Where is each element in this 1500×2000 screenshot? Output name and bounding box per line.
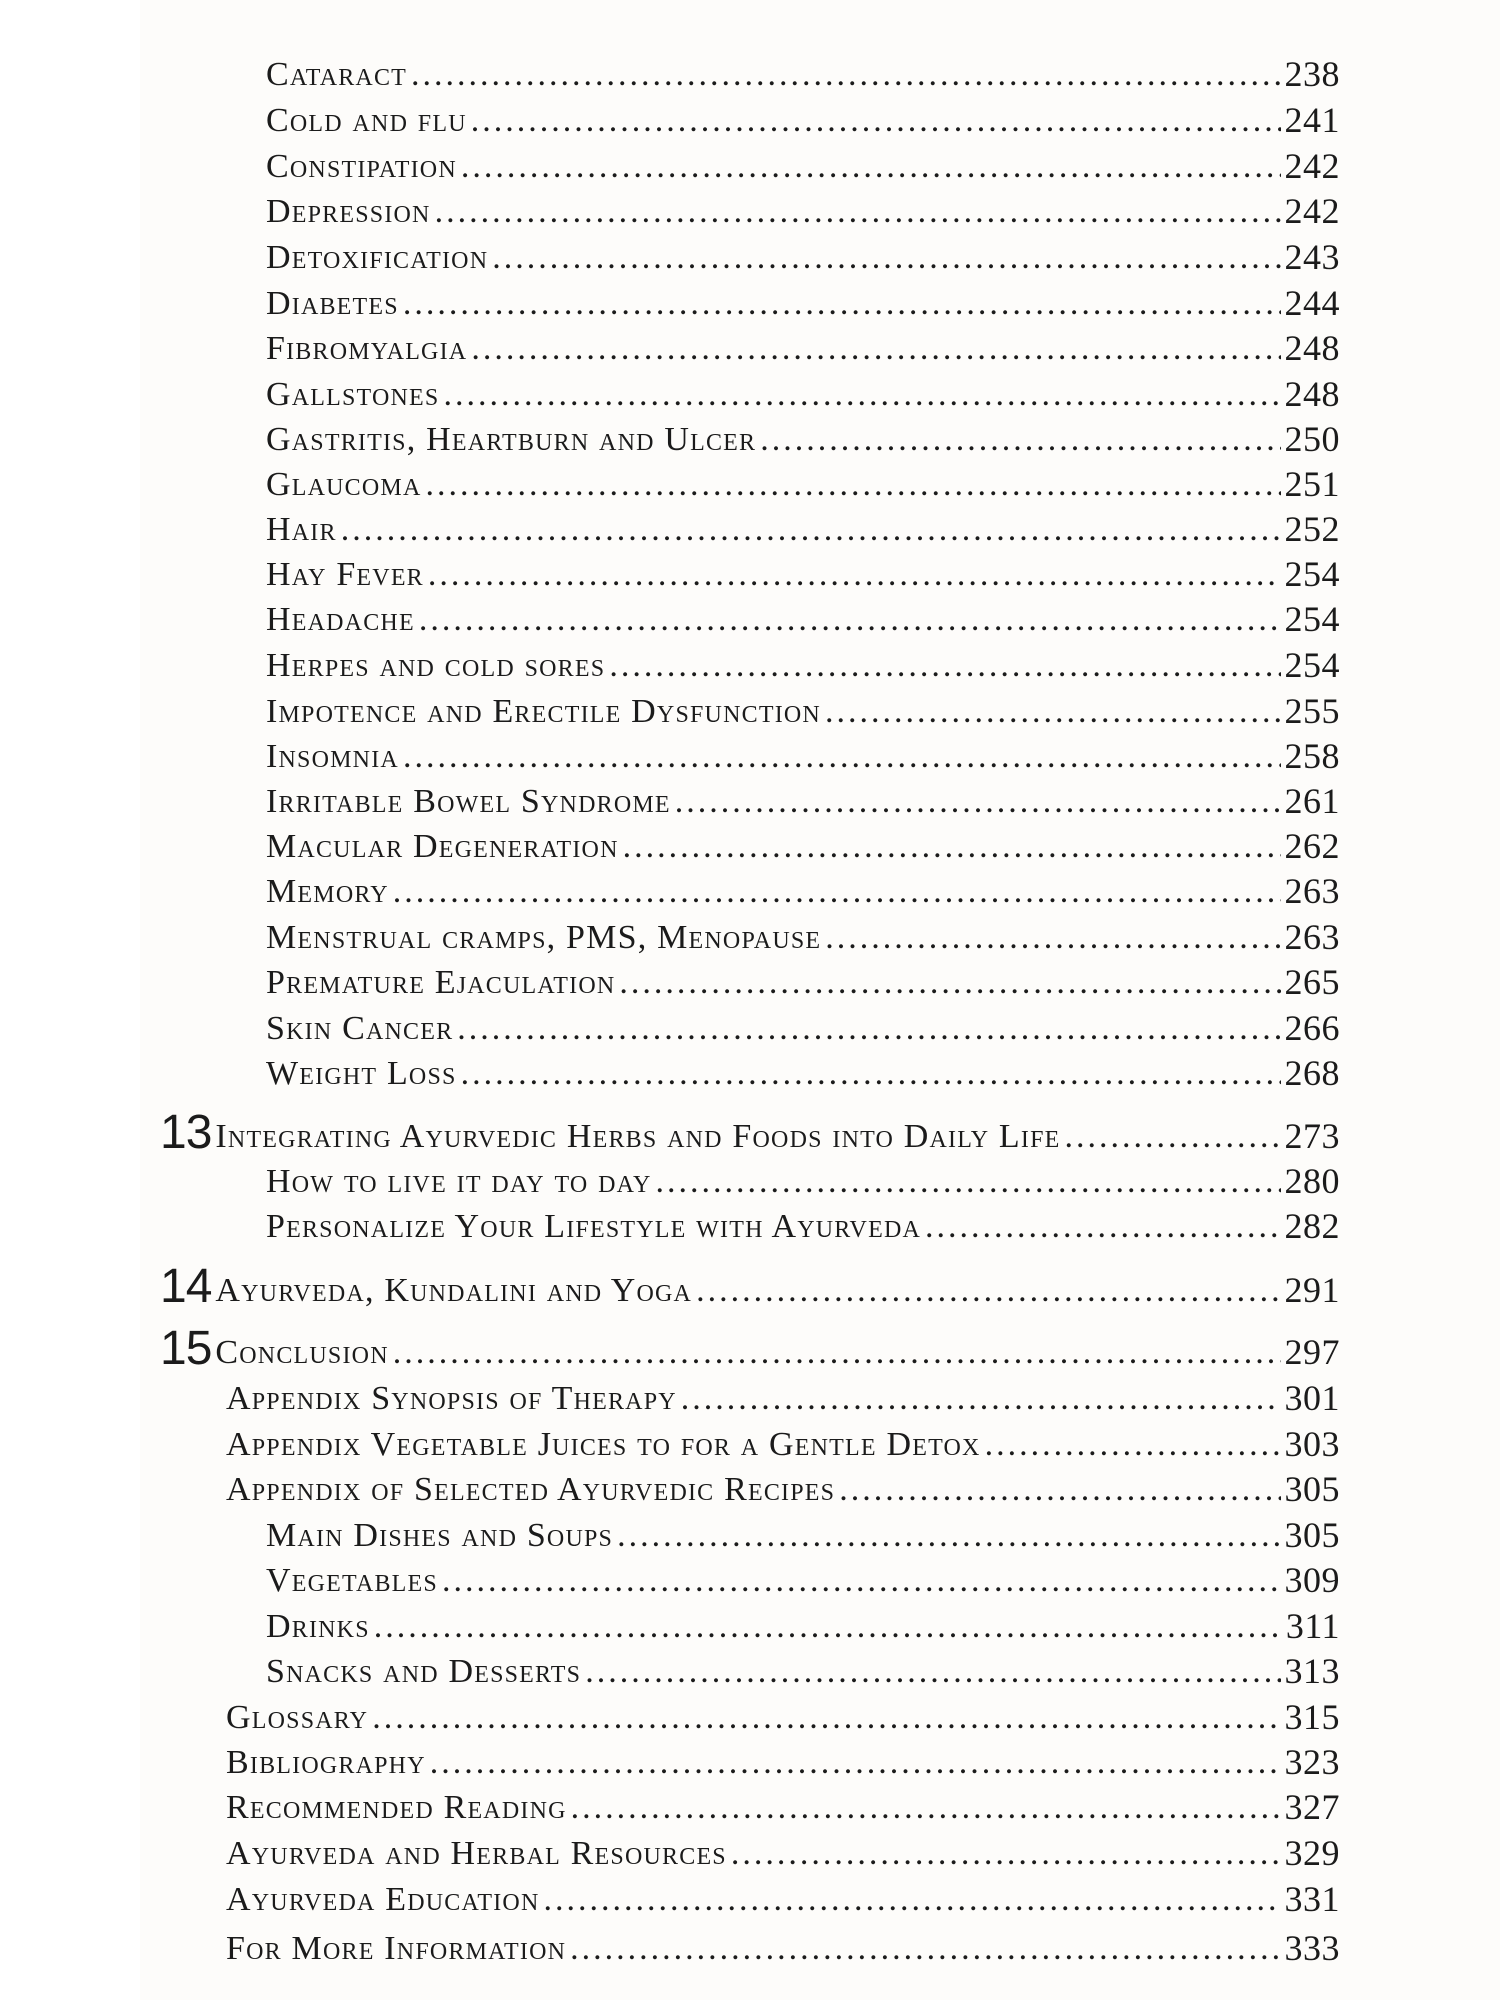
- entry-title: Hair: [266, 511, 337, 548]
- entry-title: Ayurveda, Kundalini and Yoga: [215, 1272, 693, 1309]
- dot-leader: [341, 513, 1281, 547]
- entry-title: Appendix Vegetable Juices to for a Gentle Detox: [226, 1426, 981, 1463]
- entry-title: Impotence and Erectile Dysfunction: [266, 693, 821, 730]
- dot-leader: [570, 1932, 1280, 1966]
- toc-entry[interactable]: [222, 1370, 1340, 1416]
- toc-entry[interactable]: [222, 1871, 1340, 1917]
- dot-leader: [374, 1610, 1282, 1644]
- entry-title: Detoxification: [266, 239, 489, 276]
- dot-leader: [419, 603, 1281, 637]
- entry-title: Weight Loss: [266, 1055, 457, 1092]
- page-number: 280: [1284, 1161, 1340, 1201]
- dot-leader: [731, 1837, 1281, 1871]
- entry-title: Macular Degeneration: [266, 828, 619, 865]
- toc-entry[interactable]: [262, 909, 1340, 955]
- entry-title: Irritable Bowel Syndrome: [266, 783, 671, 820]
- dot-leader: [985, 1428, 1281, 1462]
- toc-entry[interactable]: [262, 818, 1340, 864]
- toc-entry[interactable]: [262, 683, 1340, 729]
- page-number: 273: [1284, 1116, 1340, 1156]
- page-number: 261: [1284, 781, 1340, 821]
- dot-leader: [760, 423, 1280, 457]
- toc-entry[interactable]: [222, 1825, 1340, 1871]
- entry-title: Drinks: [266, 1608, 370, 1645]
- dot-leader: [609, 649, 1280, 683]
- dot-leader: [403, 740, 1281, 774]
- entry-title: Premature Ejaculation: [266, 964, 616, 1001]
- toc-entry[interactable]: [262, 546, 1340, 592]
- entry-title: Glossary: [226, 1699, 369, 1736]
- toc-entry[interactable]: [262, 501, 1340, 547]
- page-number: 305: [1284, 1469, 1340, 1509]
- page-number: 282: [1284, 1206, 1340, 1246]
- page-number: 315: [1284, 1697, 1340, 1737]
- page-number: 313: [1284, 1651, 1340, 1691]
- dot-leader: [696, 1274, 1280, 1308]
- page-number: 309: [1284, 1560, 1340, 1600]
- dot-leader: [825, 921, 1280, 955]
- page-number: 263: [1284, 871, 1340, 911]
- chapter-number: 15: [160, 1321, 212, 1375]
- toc-chapter-entry[interactable]: [160, 1259, 1340, 1313]
- toc-entry[interactable]: [262, 728, 1340, 774]
- page-number: 301: [1284, 1378, 1340, 1418]
- page-number: 263: [1284, 917, 1340, 957]
- page-number: 331: [1284, 1879, 1340, 1919]
- toc-entry[interactable]: [262, 637, 1340, 683]
- toc-entry[interactable]: [262, 1507, 1340, 1553]
- dot-leader: [403, 287, 1281, 321]
- page-number: 248: [1284, 328, 1340, 368]
- dot-leader: [411, 58, 1280, 92]
- entry-title: Diabetes: [266, 285, 399, 322]
- dot-leader: [681, 1382, 1281, 1416]
- page-number: 242: [1284, 191, 1340, 231]
- page-number: 254: [1284, 554, 1340, 594]
- toc-entry[interactable]: [262, 1000, 1340, 1046]
- dot-leader: [617, 1519, 1280, 1553]
- dot-leader: [428, 558, 1281, 592]
- entry-title: Personalize Your Lifestyle with Ayurveda: [266, 1208, 922, 1245]
- dot-leader: [461, 1057, 1281, 1091]
- page-number: 241: [1284, 100, 1340, 140]
- page-number: 303: [1284, 1424, 1340, 1464]
- dot-leader: [372, 1701, 1280, 1735]
- toc-entry[interactable]: [262, 138, 1340, 184]
- page-number: 250: [1284, 419, 1340, 459]
- page-number: 297: [1284, 1332, 1340, 1372]
- page-number: 255: [1284, 691, 1340, 731]
- chapter-number: 13: [160, 1105, 212, 1159]
- page-number: 243: [1284, 237, 1340, 277]
- entry-title: Skin Cancer: [266, 1010, 454, 1047]
- entry-title: Glaucoma: [266, 466, 422, 503]
- page-number: 238: [1284, 54, 1340, 94]
- page-number: 266: [1284, 1008, 1340, 1048]
- toc-entry[interactable]: [262, 275, 1340, 321]
- dot-leader: [925, 1210, 1280, 1244]
- dot-leader: [457, 1012, 1280, 1046]
- toc-entry[interactable]: [262, 320, 1340, 366]
- dot-leader: [430, 1746, 1281, 1780]
- entry-title: Hay Fever: [266, 556, 424, 593]
- chapter-number: 14: [160, 1259, 212, 1313]
- toc-entry[interactable]: [222, 1920, 1340, 1966]
- toc-entry[interactable]: [222, 1416, 1340, 1462]
- page-number: 333: [1284, 1928, 1340, 1968]
- entry-title: Bibliography: [226, 1744, 426, 1781]
- dot-leader: [426, 468, 1281, 502]
- dot-leader: [825, 695, 1281, 729]
- toc-entry[interactable]: [262, 92, 1340, 138]
- toc-entry[interactable]: [222, 1689, 1340, 1735]
- toc-entry[interactable]: [262, 773, 1340, 819]
- entry-title: Cataract: [266, 56, 408, 93]
- entry-title: How to live it day to day: [266, 1163, 652, 1200]
- dot-leader: [471, 332, 1280, 366]
- page-number: 242: [1284, 146, 1340, 186]
- entry-title: Conclusion: [215, 1334, 389, 1371]
- dot-leader: [675, 785, 1281, 819]
- page-number: 311: [1285, 1606, 1340, 1646]
- page-number: 262: [1284, 826, 1340, 866]
- page-number: 248: [1284, 374, 1340, 414]
- toc-entry[interactable]: [262, 1045, 1340, 1091]
- page-number: 244: [1284, 283, 1340, 323]
- toc-entry[interactable]: [262, 1198, 1340, 1244]
- page-number: 305: [1284, 1515, 1340, 1555]
- toc-entry[interactable]: [262, 183, 1340, 229]
- entry-title: Insomnia: [266, 738, 399, 775]
- entry-title: Main Dishes and Soups: [266, 1517, 614, 1554]
- entry-title: Ayurveda and Herbal Resources: [226, 1835, 727, 1872]
- dot-leader: [393, 875, 1281, 909]
- page-number: 258: [1284, 736, 1340, 776]
- entry-title: Depression: [266, 193, 431, 230]
- toc-entry[interactable]: [222, 1779, 1340, 1825]
- entry-title: Snacks and Desserts: [266, 1653, 582, 1690]
- entry-title: Integrating Ayurvedic Herbs and Foods into Daily Life: [215, 1118, 1061, 1155]
- entry-title: Appendix Synopsis of Therapy: [226, 1380, 677, 1417]
- dot-leader: [585, 1655, 1280, 1689]
- page-number: 252: [1284, 509, 1340, 549]
- dot-leader: [443, 378, 1280, 412]
- page-number: 323: [1284, 1742, 1340, 1782]
- toc-entry[interactable]: [262, 1643, 1340, 1689]
- dot-leader: [393, 1336, 1281, 1370]
- entry-title: Vegetables: [266, 1562, 438, 1599]
- toc-entry[interactable]: [262, 366, 1340, 412]
- toc-entry[interactable]: [262, 863, 1340, 909]
- page-number: 251: [1284, 464, 1340, 504]
- page-number: 329: [1284, 1833, 1340, 1873]
- page-number: 265: [1284, 962, 1340, 1002]
- toc-entry[interactable]: [262, 1598, 1340, 1644]
- entry-title: Herpes and cold sores: [266, 647, 606, 684]
- dot-leader: [1065, 1120, 1281, 1154]
- entry-title: Cold and flu: [266, 102, 467, 139]
- toc-entry[interactable]: [262, 456, 1340, 502]
- page-number: 254: [1284, 599, 1340, 639]
- toc-entry[interactable]: [262, 46, 1340, 92]
- dot-leader: [571, 1791, 1281, 1825]
- dot-leader: [619, 966, 1280, 1000]
- toc-entry[interactable]: [222, 1734, 1340, 1780]
- dot-leader: [839, 1473, 1280, 1507]
- toc-entry[interactable]: [262, 591, 1340, 637]
- entry-title: Gallstones: [266, 376, 440, 413]
- toc-entry[interactable]: [262, 1153, 1340, 1199]
- entry-title: Headache: [266, 601, 415, 638]
- dot-leader: [656, 1165, 1281, 1199]
- entry-title: Fibromyalgia: [266, 330, 468, 367]
- toc-chapter-entry[interactable]: [160, 1105, 1340, 1159]
- toc-entry[interactable]: [262, 1552, 1340, 1598]
- page-number: 327: [1284, 1787, 1340, 1827]
- entry-title: Appendix of Selected Ayurvedic Recipes: [226, 1471, 836, 1508]
- dot-leader: [492, 241, 1280, 275]
- entry-title: For More Information: [226, 1930, 567, 1967]
- dot-leader: [435, 195, 1281, 229]
- dot-leader: [623, 830, 1281, 864]
- toc-entry[interactable]: [222, 1461, 1340, 1507]
- toc-chapter-entry[interactable]: [160, 1321, 1340, 1375]
- entry-title: Constipation: [266, 148, 457, 185]
- page-number: 291: [1284, 1270, 1340, 1310]
- dot-leader: [471, 104, 1281, 138]
- page-number: 268: [1284, 1053, 1340, 1093]
- toc-entry[interactable]: [262, 229, 1340, 275]
- entry-title: Menstrual cramps, PMS, Menopause: [266, 919, 822, 956]
- dot-leader: [442, 1564, 1281, 1598]
- entry-title: Recommended Reading: [226, 1789, 567, 1826]
- dot-leader: [461, 150, 1281, 184]
- toc-entry[interactable]: [262, 411, 1340, 457]
- dot-leader: [544, 1883, 1281, 1917]
- entry-title: Memory: [266, 873, 389, 910]
- toc-entry[interactable]: [262, 954, 1340, 1000]
- entry-title: Ayurveda Education: [226, 1881, 540, 1918]
- page-number: 254: [1284, 645, 1340, 685]
- entry-title: Gastritis, Heartburn and Ulcer: [266, 421, 757, 458]
